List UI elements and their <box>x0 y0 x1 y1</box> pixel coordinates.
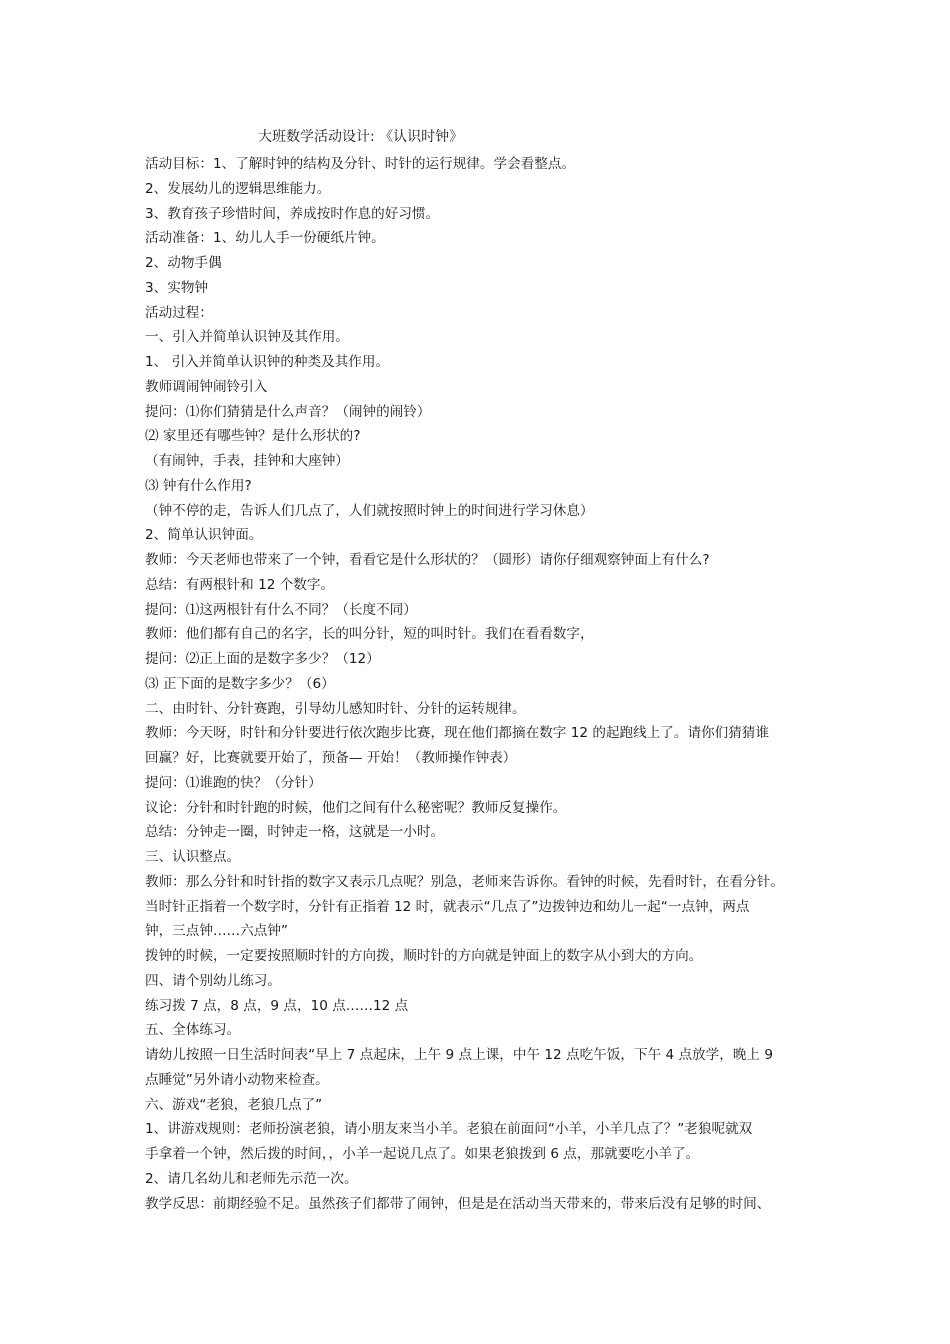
text-line: 一、引入并简单认识钟及其作用。 <box>145 329 349 346</box>
text-line: 教师：那么分针和时针指的数字又表示几点呢？别急，老师来告诉你。看钟的时候，先看时针，在看分针。 <box>145 873 784 890</box>
text-line: 2、请几名幼儿和老师先示范一次。 <box>145 1170 358 1187</box>
text-line: 活动目标：1、了解时钟的结构及分针、时针的运行规律。学会看整点。 <box>145 156 576 172</box>
text-line: 2、动物手偶 <box>145 255 222 271</box>
document-body <box>145 152 825 1216</box>
text-line: 提问：⑵正上面的是数字多少？（12） <box>145 651 380 667</box>
text-line: 回赢？好，比赛就要开始了，预备— 开始！（教师操作钟表） <box>145 750 517 766</box>
text-line: ⑶ 钟有什么作用? <box>145 477 252 494</box>
document-title: 大班数学活动设计: 《认识时钟》 <box>258 129 464 145</box>
text-line: 三、认识整点。 <box>145 849 241 865</box>
text-line: 3、实物钟 <box>145 279 209 296</box>
text-line: 提问：⑴这两根针有什么不同？（长度不同） <box>145 601 417 618</box>
text-line: 1、讲游戏规则：老师扮演老狼，请小朋友来当小羊。老狼在前面问“小羊，小羊几点了？”老狼呢就双 <box>145 1121 753 1138</box>
text-line: 3、教育孩子珍惜时间，养成按时作息的好习惯。 <box>145 205 440 222</box>
text-line: 拨钟的时候，一定要按照顺时针的方向拨，顺时针的方向就是钟面上的数字从小到大的方向。 <box>145 948 703 964</box>
text-line: （有闹钟，手表，挂钟和大座钟） <box>145 453 349 469</box>
text-line: 当时针正指着一个数字时，分针有正指着 12 时，就表示“几点了”边拨钟边和幼儿一起“一点钟，两点 <box>145 898 750 915</box>
text-line: 提问：⑴你们猜猜是什么声音？（闹钟的闹铃） <box>145 403 431 420</box>
text-line: （钟不停的走，告诉人们几点了，人们就按照时钟上的时间进行学习休息） <box>145 502 594 519</box>
text-line: 手拿着一个钟，然后拨的时间，，小羊一起说几点了。如果老狼拨到 6 点，那就要吃小羊了。 <box>145 1146 700 1162</box>
text-line: 活动过程： <box>145 304 213 321</box>
text-line: 五、全体练习。 <box>145 1022 241 1039</box>
text-line: 活动准备：1、幼儿人手一份硬纸片钟。 <box>145 230 385 247</box>
text-line: 总结：分钟走一圈，时钟走一格，这就是一小时。 <box>145 824 445 841</box>
text-line: 点睡觉”另外请小动物来检查。 <box>145 1071 329 1088</box>
text-line: ⑶ 正下面的是数字多少？（6） <box>145 675 335 692</box>
text-line: 教师调闹钟闹铃引入 <box>145 378 268 395</box>
text-line: 总结：有两根针和 12 个数字。 <box>145 576 335 593</box>
text-line: 议论：分针和时针跑的时候，他们之间有什么秘密呢？教师反复操作。 <box>145 799 567 816</box>
text-line: 2、发展幼儿的逻辑思维能力。 <box>145 180 331 197</box>
text-line: 1、 引入并简单认识钟的种类及其作用。 <box>145 354 390 370</box>
text-line: 2、简单认识钟面。 <box>145 527 263 544</box>
text-line: 四、请个别幼儿练习。 <box>145 972 281 989</box>
text-line: ⑵ 家里还有哪些钟？是什么形状的? <box>145 428 361 445</box>
text-line: 二、由时针、分针赛跑，引导幼儿感知时针、分针的运转规律。 <box>145 700 526 717</box>
text-line: 练习拨 7 点，8 点，9 点，10 点……12 点 <box>145 997 409 1014</box>
text-line: 教师：他们都有自己的名字，长的叫分针，短的叫时针。我们在看看数字， <box>145 626 594 643</box>
text-line: 提问：⑴谁跑的快？（分针） <box>145 774 322 791</box>
text-line: 教学反思：前期经验不足。虽然孩子们都带了闹钟，但是是在活动当天带来的，带来后没有足够的时间、 <box>145 1195 771 1212</box>
text-line: 钟，三点钟……六点钟” <box>145 923 288 940</box>
text-line: 教师：今天呀，时针和分针要进行依次跑步比赛，现在他们都摘在数字 12 的起跑线上了。请你们猜猜谁 <box>145 725 770 742</box>
text-line: 教师：今天老师也带来了一个钟，看看它是什么形状的？（圆形）请你仔细观察钟面上有什么? <box>145 552 710 568</box>
text-line: 六、游戏“老狼，老狼几点了” <box>145 1096 323 1113</box>
text-line: 请幼儿按照一日生活时间表“早上 7 点起床，上午 9 点上课，中午 12 点吃午饭，下午 4 点放学，晚上 9 <box>145 1047 773 1063</box>
